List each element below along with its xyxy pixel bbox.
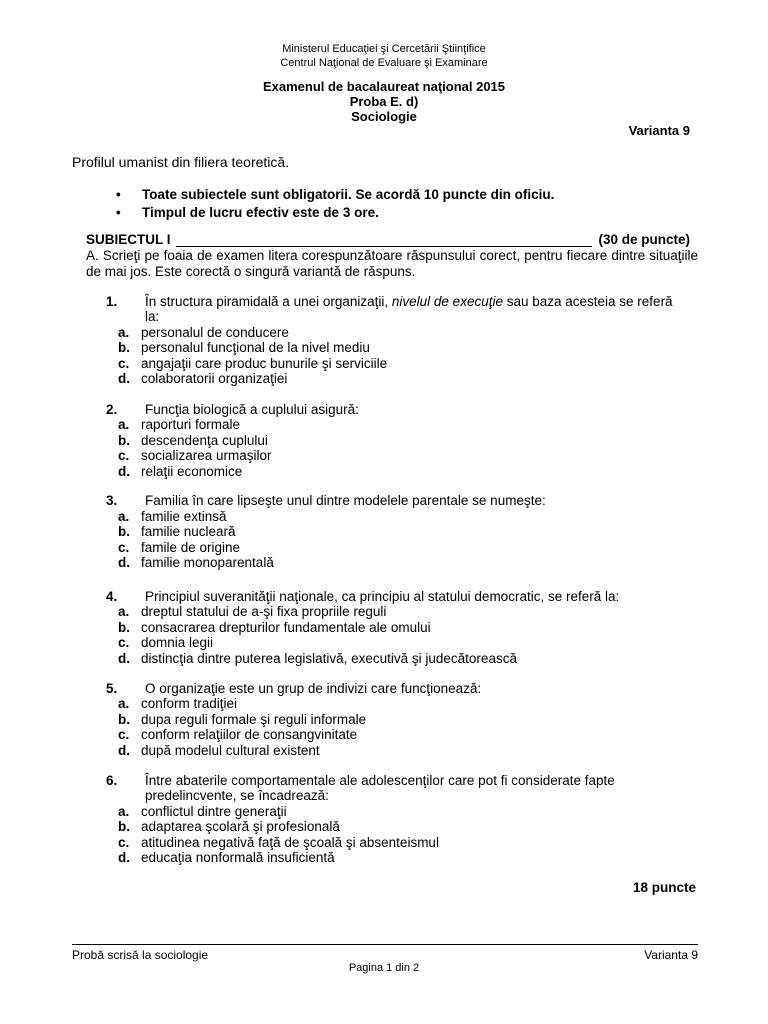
option-text: descendenţa cuplului <box>141 433 268 448</box>
stem-emphasis: nivelul de execuţie <box>391 294 503 309</box>
option <box>118 651 678 666</box>
footer-varianta: Varianta 9 <box>644 948 698 962</box>
question-number: 2. <box>106 402 118 417</box>
option-letter: a. <box>118 509 130 524</box>
option <box>118 850 678 865</box>
rule-item <box>116 204 554 222</box>
option-text: adaptarea şcolară şi profesională <box>141 819 340 834</box>
option-text: atitudinea negativă faţă de şcoală şi absenteismul <box>141 835 439 850</box>
rule-text: Timpul de lucru efectiv este de 3 ore. <box>142 205 379 220</box>
option-letter: b. <box>118 340 130 355</box>
exam-title: Examenul de bacalaureat naţional 2015 <box>262 79 506 94</box>
option <box>118 620 678 635</box>
center-name: Centrul Naţional de Evaluare şi Examinare <box>280 57 488 69</box>
question-stem: În structura piramidală a unei organizaţii, nivelul de execuţie sau baza acesteia se referă la: <box>145 294 673 324</box>
option <box>118 540 678 555</box>
option-text: dupa reguli formale şi reguli informale <box>141 712 367 727</box>
option-letter: b. <box>118 524 130 539</box>
option-letter: c. <box>118 540 130 555</box>
section-points: 18 puncte <box>632 880 696 895</box>
option-text: conflictul dintre generaţii <box>141 804 287 819</box>
option-letter: b. <box>118 433 130 448</box>
option-letter: b. <box>118 819 130 834</box>
option-text: personalul de conducere <box>141 325 289 340</box>
option <box>118 743 678 758</box>
profile-text: Profilul umanist din filiera teoretică. <box>72 154 290 170</box>
question-stem: Între abaterile comportamentale ale adolescenţilor care pot fi considerate fapte predelincvente, se încadrează: <box>145 773 615 803</box>
footer-exam-name: Probă scrisă la sociologie <box>72 948 209 962</box>
question-number: 6. <box>106 773 118 788</box>
option <box>118 448 678 463</box>
option <box>118 635 678 650</box>
option-letter: d. <box>118 743 130 758</box>
bullet-icon: • <box>116 187 121 202</box>
subject-points: (30 de puncte) <box>598 232 690 247</box>
option <box>118 604 678 619</box>
subject-instruction: A. Scrieţi pe foaia de examen litera corespunzătoare răspunsului corect, pentru fiecare dintre situaţiile de mai jos. Este corectă o singură variantă de răspuns. <box>86 248 698 279</box>
subject-title: SUBIECTUL I <box>86 232 171 247</box>
option-text: dreptul statului de a-şi fixa propriile reguli <box>141 604 387 619</box>
question-stem: Principiul suveranităţii naţionale, ca principiu al statului democratic, se referă la: <box>145 589 620 604</box>
option-text: domnia legii <box>141 635 214 650</box>
question-number: 1. <box>106 294 118 309</box>
option-text: relaţii economice <box>141 464 243 479</box>
option-letter: a. <box>118 696 130 711</box>
option-text: colaboratorii organizaţiei <box>141 371 288 386</box>
option-letter: d. <box>118 850 130 865</box>
option-text: conform tradiţiei <box>141 696 238 711</box>
option <box>118 509 678 524</box>
rule-text: Toate subiectele sunt obligatorii. Se acordă 10 puncte din oficiu. <box>142 187 555 202</box>
option-letter: a. <box>118 417 130 432</box>
option <box>118 433 678 448</box>
option-text: famile de origine <box>141 540 241 555</box>
exam-proba: Proba E. d) <box>349 94 419 109</box>
question-number: 3. <box>106 493 118 508</box>
question-stem: O organizaţie este un grup de indivizi care funcţionează: <box>145 681 482 696</box>
option-text: educaţia nonformală insuficientă <box>141 850 335 865</box>
option-letter: d. <box>118 651 130 666</box>
option-text: socializarea urmaşilor <box>141 448 272 463</box>
option-text: angajaţii care produc bunurile şi serviciile <box>141 356 388 371</box>
option-letter: b. <box>118 712 130 727</box>
rules-list <box>116 186 554 222</box>
option <box>118 712 678 727</box>
footer-divider <box>72 944 698 945</box>
option <box>118 340 678 355</box>
option-letter: c. <box>118 835 130 850</box>
question-number: 5. <box>106 681 118 696</box>
option-letter: a. <box>118 804 130 819</box>
option-text: familie monoparentală <box>141 555 274 570</box>
option <box>118 804 678 819</box>
option-text: după modelul cultural existent <box>141 743 320 758</box>
option-text: personalul funcţional de la nivel mediu <box>141 340 370 355</box>
option <box>118 819 678 834</box>
ministry-name: Ministerul Educaţiei şi Cercetării Ştiinţifice <box>282 43 486 55</box>
option-letter: a. <box>118 325 130 340</box>
option-text: familie nucleară <box>141 524 236 539</box>
option <box>118 417 678 432</box>
option <box>118 524 678 539</box>
option-letter: c. <box>118 635 130 650</box>
option-letter: d. <box>118 371 130 386</box>
option <box>118 835 678 850</box>
question-stem: Familia în care lipseşte unul dintre modelele parentale se numeşte: <box>145 493 546 508</box>
option-letter: a. <box>118 604 130 619</box>
bullet-icon: • <box>116 205 121 220</box>
option-letter: b. <box>118 620 130 635</box>
option-text: consacrarea drepturilor fundamentale ale omului <box>141 620 431 635</box>
option-text: raporturi formale <box>141 417 241 432</box>
option-letter: c. <box>118 448 130 463</box>
option <box>118 325 678 340</box>
option-text: distincţia dintre puterea legislativă, executivă şi judecătorească <box>141 651 517 666</box>
option <box>118 727 678 742</box>
option <box>118 356 678 371</box>
option <box>118 464 678 479</box>
option-letter: c. <box>118 727 130 742</box>
option-letter: c. <box>118 356 130 371</box>
option-letter: d. <box>118 555 130 570</box>
option-letter: d. <box>118 464 130 479</box>
varianta-label: Varianta 9 <box>628 123 690 138</box>
option-text: conform relaţiilor de consangvinitate <box>141 727 358 742</box>
subject-rule <box>176 246 592 247</box>
page-number: Pagina 1 din 2 <box>348 962 420 974</box>
rule-item <box>116 186 554 204</box>
exam-subject: Sociologie <box>351 109 417 124</box>
question-number: 4. <box>106 589 118 604</box>
option <box>118 371 678 386</box>
option <box>118 696 678 711</box>
question-stem: Funcţia biologică a cuplului asigură: <box>145 402 359 417</box>
option <box>118 555 678 570</box>
option-text: familie extinsă <box>141 509 227 524</box>
